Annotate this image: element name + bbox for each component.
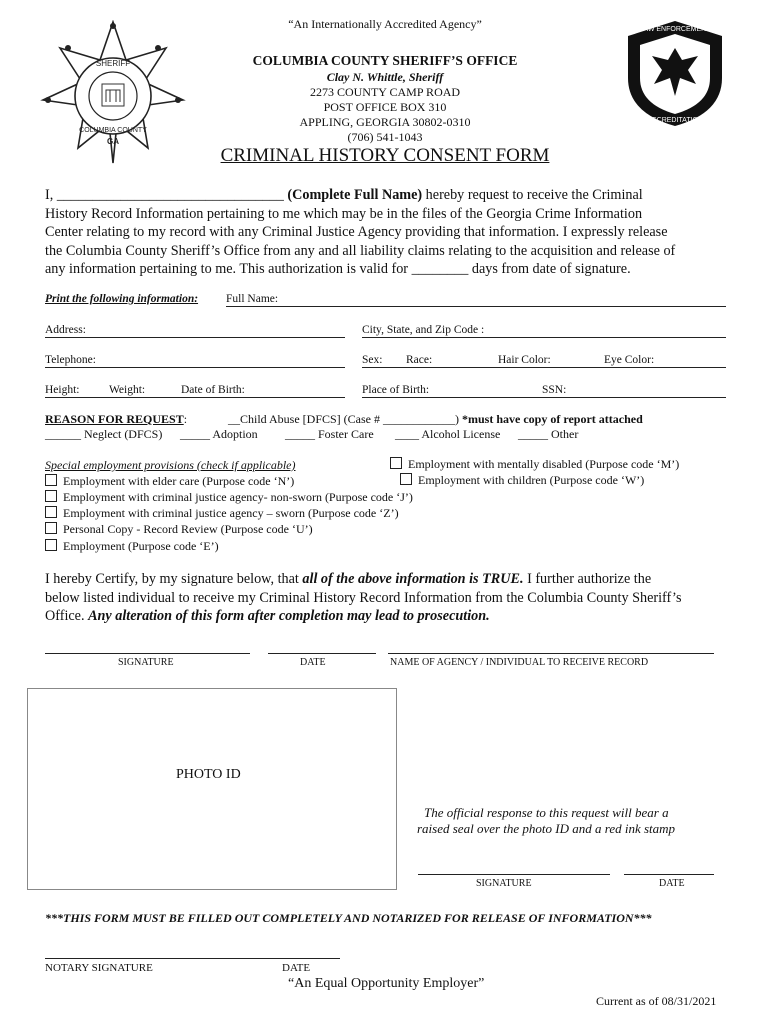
signature-label: SIGNATURE bbox=[118, 657, 174, 668]
demographics-field[interactable] bbox=[362, 367, 726, 368]
reason-label: REASON FOR REQUEST bbox=[45, 412, 184, 426]
employment-heading: Special employment provisions (check if applicable) bbox=[45, 458, 296, 472]
signature-field[interactable] bbox=[45, 653, 250, 654]
agency-field[interactable] bbox=[388, 653, 714, 654]
consent-line-1: I, ________________________________ (Complete Full Name) hereby request to receive the Criminal bbox=[45, 187, 643, 203]
office-name: COLUMBIA COUNTY SHERIFF’S OFFICE bbox=[252, 53, 518, 68]
pob-ssn-field[interactable] bbox=[362, 397, 726, 398]
accreditation-seal bbox=[622, 18, 728, 128]
neglect-option[interactable]: ______ Neglect (DFCS) bbox=[45, 427, 163, 441]
full-name-field[interactable] bbox=[226, 306, 726, 307]
agency-tagline: “An Internationally Accredited Agency” bbox=[288, 17, 482, 31]
svg-text:LAW ENFORCEMENT: LAW ENFORCEMENT bbox=[639, 26, 711, 33]
hair-color-label: Hair Color: bbox=[498, 354, 551, 366]
equal-opportunity-employer: “An Equal Opportunity Employer” bbox=[288, 976, 485, 991]
svg-text:GA: GA bbox=[107, 137, 119, 146]
option-children[interactable]: Employment with children (Purpose code ‘W’) bbox=[400, 473, 644, 488]
svg-text:ACCREDITATION: ACCREDITATION bbox=[646, 117, 704, 124]
phone-number: (706) 541-1043 bbox=[347, 130, 423, 144]
official-response-line-2: raised seal over the photo ID and a red ink stamp bbox=[417, 821, 676, 836]
option-personal-copy[interactable]: Personal Copy - Record Review (Purpose code ‘U’) bbox=[45, 522, 313, 537]
address-line-3: APPLING, GEORGIA 30802-0310 bbox=[299, 115, 471, 129]
dob-label: Date of Birth: bbox=[181, 384, 245, 396]
notary-date-label: DATE bbox=[282, 962, 311, 974]
option-mentally-disabled[interactable]: Employment with mentally disabled (Purpose code ‘M’) bbox=[390, 457, 679, 472]
telephone-field[interactable] bbox=[45, 367, 345, 368]
foster-care-option[interactable]: _____ Foster Care bbox=[285, 427, 374, 441]
svg-text:COLUMBIA COUNTY: COLUMBIA COUNTY bbox=[79, 127, 147, 134]
consent-line-2: History Record Information pertaining to me which may be in the files of the Georgia Crime Information bbox=[45, 205, 643, 222]
certify-line-2: below listed individual to receive my Criminal History Record Information from the Columbia County Sheriff’s bbox=[45, 589, 682, 606]
current-as-of: Current as of 08/31/2021 bbox=[596, 994, 717, 1008]
checkbox[interactable] bbox=[45, 474, 57, 486]
consent-line-3: Center relating to my record with any Criminal Justice Agency providing that information. I expressly release bbox=[45, 224, 668, 240]
option-non-sworn[interactable]: Employment with criminal justice agency- non-sworn (Purpose code ‘J’) bbox=[45, 490, 413, 505]
checkbox[interactable] bbox=[45, 490, 57, 502]
checkbox[interactable] bbox=[390, 457, 402, 469]
print-info-label: Print the following information: bbox=[45, 293, 199, 305]
full-name-blank[interactable]: ________________________________ bbox=[56, 187, 284, 203]
place-of-birth-label: Place of Birth: bbox=[362, 384, 430, 396]
sex-label: Sex: bbox=[362, 354, 383, 366]
consent-line-4: the Columbia County Sheriff’s Office from any and all liability claims relating to the acquisition and release of bbox=[45, 242, 676, 259]
date-field[interactable] bbox=[268, 653, 376, 654]
sheriff-star-badge bbox=[38, 20, 188, 165]
option-employment-e[interactable]: Employment (Purpose code ‘E’) bbox=[45, 539, 219, 554]
reason-row-1: REASON FOR REQUEST: bbox=[45, 412, 188, 426]
response-signature-field[interactable] bbox=[418, 874, 610, 875]
response-date-label: DATE bbox=[659, 878, 685, 889]
city-state-zip-field[interactable] bbox=[362, 337, 726, 338]
sheriff-name: Clay N. Whittle, Sheriff bbox=[326, 70, 444, 84]
sheriff-star-badge-icon bbox=[38, 20, 188, 165]
eye-color-label: Eye Color: bbox=[604, 354, 655, 366]
full-name-label: Full Name: bbox=[226, 293, 279, 305]
agency-label: NAME OF AGENCY / INDIVIDUAL TO RECEIVE RECORD bbox=[390, 657, 649, 668]
form-title: CRIMINAL HISTORY CONSENT FORM bbox=[220, 145, 550, 166]
notarize-notice: ***THIS FORM MUST BE FILLED OUT COMPLETELY AND NOTARIZED FOR RELEASE OF INFORMATION*** bbox=[45, 911, 652, 925]
response-date-field[interactable] bbox=[624, 874, 714, 875]
alcohol-license-option[interactable]: ____ Alcohol License bbox=[395, 427, 501, 441]
photo-id-label: PHOTO ID bbox=[176, 767, 241, 782]
other-option[interactable]: _____ Other bbox=[518, 427, 579, 441]
weight-label: Weight: bbox=[109, 384, 146, 396]
checkbox[interactable] bbox=[45, 539, 57, 551]
svg-text:SHERIFF: SHERIFF bbox=[95, 59, 131, 68]
consent-line-5: any information pertaining to me. This authorization is valid for ________ days from date of signature. bbox=[45, 261, 631, 277]
option-sworn[interactable]: Employment with criminal justice agency – sworn (Purpose code ‘Z’) bbox=[45, 506, 399, 521]
certify-line-3: Office. Any alteration of this form after completion may lead to prosecution. bbox=[45, 608, 490, 624]
address-label: Address: bbox=[45, 324, 86, 336]
city-state-zip-label: City, State, and Zip Code : bbox=[362, 324, 485, 336]
option-elder-care[interactable]: Employment with elder care (Purpose code ‘N’) bbox=[45, 474, 294, 489]
height-weight-dob-field[interactable] bbox=[45, 397, 345, 398]
certify-line-1: I hereby Certify, by my signature below, that all of the above information is TRUE. I further authorize the bbox=[45, 571, 652, 587]
telephone-label: Telephone: bbox=[45, 354, 96, 366]
valid-days-blank[interactable]: ________ bbox=[411, 261, 469, 277]
child-abuse-option[interactable]: __Child Abuse [DFCS] (Case # ____________) *must have copy of report attached bbox=[228, 412, 643, 426]
notary-signature-field[interactable] bbox=[45, 958, 340, 959]
checkbox[interactable] bbox=[45, 522, 57, 534]
notary-signature-label: NOTARY SIGNATURE bbox=[45, 962, 153, 974]
response-signature-label: SIGNATURE bbox=[476, 878, 532, 889]
address-field[interactable] bbox=[45, 337, 345, 338]
address-line-1: 2273 COUNTY CAMP ROAD bbox=[309, 85, 461, 99]
checkbox[interactable] bbox=[45, 506, 57, 518]
official-response-line-1: The official response to this request will bear a bbox=[424, 805, 669, 820]
date-label: DATE bbox=[300, 657, 326, 668]
address-line-2: POST OFFICE BOX 310 bbox=[323, 100, 447, 114]
height-label: Height: bbox=[45, 384, 80, 396]
photo-id-box bbox=[27, 688, 397, 890]
checkbox[interactable] bbox=[400, 473, 412, 485]
race-label: Race: bbox=[406, 354, 433, 366]
consent-paragraph bbox=[45, 186, 725, 279]
certify-paragraph bbox=[45, 570, 725, 626]
ssn-label: SSN: bbox=[542, 384, 567, 396]
law-enforcement-accreditation-seal-icon bbox=[622, 18, 728, 128]
adoption-option[interactable]: _____ Adoption bbox=[180, 427, 258, 441]
